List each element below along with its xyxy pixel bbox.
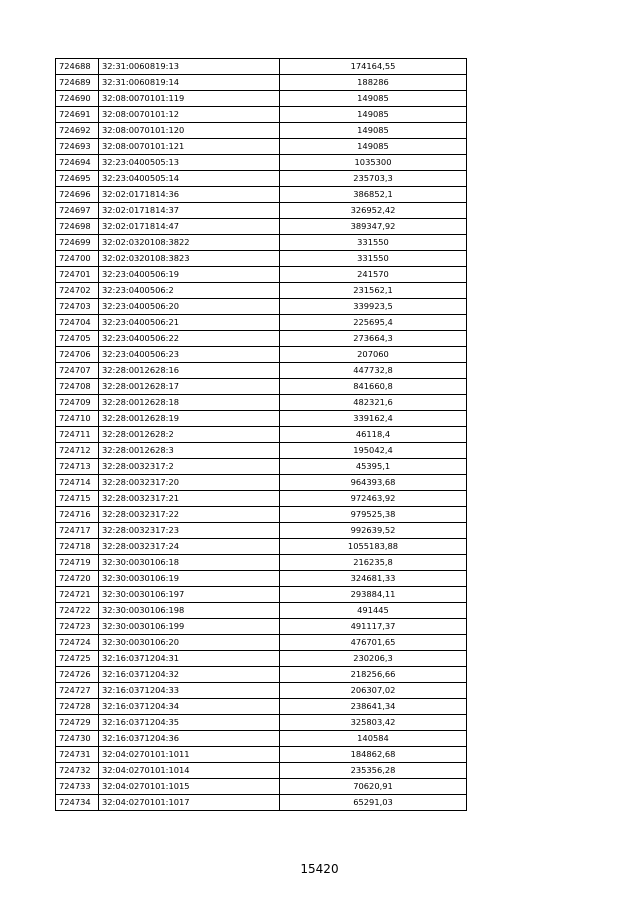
cadastral-number-cell: 32:02:0320108:3823: [99, 251, 280, 267]
table-row: [56, 475, 467, 491]
cadastral-number-cell: 32:16:0371204:36: [99, 731, 280, 747]
cadastral-number-cell: 32:23:0400506:21: [99, 315, 280, 331]
cadastral-number-cell: 32:16:0371204:31: [99, 651, 280, 667]
table-row: [56, 731, 467, 747]
row-id-cell: 724701: [56, 267, 99, 283]
row-id-cell: 724731: [56, 747, 99, 763]
table-row: [56, 155, 467, 171]
table-row: [56, 107, 467, 123]
row-id-cell: 724694: [56, 155, 99, 171]
cadastral-number-cell: 32:28:0012628:3: [99, 443, 280, 459]
value-cell: 324681,33: [280, 571, 467, 587]
value-cell: 293884,11: [280, 587, 467, 603]
value-cell: 188286: [280, 75, 467, 91]
value-cell: 326952,42: [280, 203, 467, 219]
table-row: [56, 235, 467, 251]
table-row: [56, 619, 467, 635]
table-row: [56, 123, 467, 139]
row-id-cell: 724732: [56, 763, 99, 779]
cadastral-number-cell: 32:28:0032317:22: [99, 507, 280, 523]
value-cell: 339923,5: [280, 299, 467, 315]
table-row: [56, 171, 467, 187]
table-row: [56, 667, 467, 683]
value-cell: 447732,8: [280, 363, 467, 379]
table-row: [56, 91, 467, 107]
table-row: [56, 555, 467, 571]
row-id-cell: 724723: [56, 619, 99, 635]
row-id-cell: 724712: [56, 443, 99, 459]
table-row: [56, 539, 467, 555]
row-id-cell: 724708: [56, 379, 99, 395]
row-id-cell: 724721: [56, 587, 99, 603]
table-row: [56, 747, 467, 763]
cadastral-number-cell: 32:08:0070101:120: [99, 123, 280, 139]
value-cell: 482321,6: [280, 395, 467, 411]
value-cell: 174164,55: [280, 59, 467, 75]
value-cell: 207060: [280, 347, 467, 363]
cadastral-number-cell: 32:23:0400505:14: [99, 171, 280, 187]
cadastral-number-cell: 32:23:0400506:22: [99, 331, 280, 347]
table-row: [56, 427, 467, 443]
value-cell: 149085: [280, 107, 467, 123]
row-id-cell: 724715: [56, 491, 99, 507]
row-id-cell: 724700: [56, 251, 99, 267]
row-id-cell: 724703: [56, 299, 99, 315]
table-row: [56, 379, 467, 395]
cadastral-number-cell: 32:04:0270101:1015: [99, 779, 280, 795]
cadastral-number-cell: 32:23:0400506:20: [99, 299, 280, 315]
table-row: [56, 139, 467, 155]
value-cell: 386852,1: [280, 187, 467, 203]
value-cell: 195042,4: [280, 443, 467, 459]
value-cell: 231562,1: [280, 283, 467, 299]
row-id-cell: 724702: [56, 283, 99, 299]
cadastral-number-cell: 32:28:0032317:24: [99, 539, 280, 555]
table-row: [56, 635, 467, 651]
cadastral-number-cell: 32:28:0012628:18: [99, 395, 280, 411]
row-id-cell: 724692: [56, 123, 99, 139]
cadastral-number-cell: 32:04:0270101:1014: [99, 763, 280, 779]
row-id-cell: 724724: [56, 635, 99, 651]
row-id-cell: 724706: [56, 347, 99, 363]
value-cell: 149085: [280, 123, 467, 139]
row-id-cell: 724691: [56, 107, 99, 123]
row-id-cell: 724729: [56, 715, 99, 731]
table-row: [56, 187, 467, 203]
row-id-cell: 724725: [56, 651, 99, 667]
value-cell: 331550: [280, 235, 467, 251]
cadastral-number-cell: 32:04:0270101:1011: [99, 747, 280, 763]
table-row: [56, 651, 467, 667]
value-cell: 972463,92: [280, 491, 467, 507]
cadastral-number-cell: 32:16:0371204:34: [99, 699, 280, 715]
value-cell: 218256,66: [280, 667, 467, 683]
value-cell: 325803,42: [280, 715, 467, 731]
value-cell: 70620,91: [280, 779, 467, 795]
table-row: [56, 315, 467, 331]
value-cell: 149085: [280, 91, 467, 107]
value-cell: 339162,4: [280, 411, 467, 427]
value-cell: 491445: [280, 603, 467, 619]
cadastral-number-cell: 32:16:0371204:33: [99, 683, 280, 699]
cadastral-number-cell: 32:23:0400505:13: [99, 155, 280, 171]
table-row: [56, 699, 467, 715]
row-id-cell: 724726: [56, 667, 99, 683]
cadastral-number-cell: 32:28:0012628:16: [99, 363, 280, 379]
value-cell: 140584: [280, 731, 467, 747]
cadastral-number-cell: 32:08:0070101:12: [99, 107, 280, 123]
cadastral-number-cell: 32:08:0070101:121: [99, 139, 280, 155]
table-row: [56, 59, 467, 75]
table-row: [56, 203, 467, 219]
value-cell: 992639,52: [280, 523, 467, 539]
row-id-cell: 724711: [56, 427, 99, 443]
row-id-cell: 724728: [56, 699, 99, 715]
table-body: [56, 59, 467, 811]
table-row: [56, 299, 467, 315]
table-row: [56, 763, 467, 779]
table-row: [56, 571, 467, 587]
row-id-cell: 724719: [56, 555, 99, 571]
row-id-cell: 724707: [56, 363, 99, 379]
cadastral-number-cell: 32:28:0032317:23: [99, 523, 280, 539]
row-id-cell: 724717: [56, 523, 99, 539]
row-id-cell: 724696: [56, 187, 99, 203]
cadastral-number-cell: 32:28:0012628:17: [99, 379, 280, 395]
cadastral-value-table: [55, 58, 467, 811]
row-id-cell: 724705: [56, 331, 99, 347]
cadastral-number-cell: 32:28:0032317:21: [99, 491, 280, 507]
row-id-cell: 724693: [56, 139, 99, 155]
row-id-cell: 724709: [56, 395, 99, 411]
row-id-cell: 724697: [56, 203, 99, 219]
table-row: [56, 395, 467, 411]
cadastral-number-cell: 32:30:0030106:18: [99, 555, 280, 571]
value-cell: 238641,34: [280, 699, 467, 715]
table-row: [56, 443, 467, 459]
value-cell: 476701,65: [280, 635, 467, 651]
row-id-cell: 724695: [56, 171, 99, 187]
cadastral-number-cell: 32:30:0030106:198: [99, 603, 280, 619]
row-id-cell: 724713: [56, 459, 99, 475]
table-row: [56, 523, 467, 539]
value-cell: 216235,8: [280, 555, 467, 571]
table-row: [56, 491, 467, 507]
cadastral-number-cell: 32:31:0060819:13: [99, 59, 280, 75]
value-cell: 230206,3: [280, 651, 467, 667]
cadastral-number-cell: 32:23:0400506:19: [99, 267, 280, 283]
cadastral-number-cell: 32:28:0032317:20: [99, 475, 280, 491]
table-row: [56, 283, 467, 299]
row-id-cell: 724710: [56, 411, 99, 427]
table-row: [56, 587, 467, 603]
cadastral-number-cell: 32:28:0032317:2: [99, 459, 280, 475]
table-row: [56, 347, 467, 363]
value-cell: 964393,68: [280, 475, 467, 491]
value-cell: 184862,68: [280, 747, 467, 763]
table-row: [56, 715, 467, 731]
row-id-cell: 724690: [56, 91, 99, 107]
value-cell: 841660,8: [280, 379, 467, 395]
value-cell: 149085: [280, 139, 467, 155]
cadastral-number-cell: 32:28:0012628:2: [99, 427, 280, 443]
table-row: [56, 75, 467, 91]
cadastral-number-cell: 32:31:0060819:14: [99, 75, 280, 91]
cadastral-number-cell: 32:02:0171814:36: [99, 187, 280, 203]
value-cell: 331550: [280, 251, 467, 267]
cadastral-number-cell: 32:30:0030106:20: [99, 635, 280, 651]
cadastral-number-cell: 32:23:0400506:2: [99, 283, 280, 299]
row-id-cell: 724714: [56, 475, 99, 491]
table-row: [56, 251, 467, 267]
cadastral-number-cell: 32:30:0030106:199: [99, 619, 280, 635]
cadastral-number-cell: 32:08:0070101:119: [99, 91, 280, 107]
row-id-cell: 724722: [56, 603, 99, 619]
page-number: 15420: [300, 862, 339, 876]
row-id-cell: 724689: [56, 75, 99, 91]
cadastral-number-cell: 32:02:0320108:3822: [99, 235, 280, 251]
table-row: [56, 779, 467, 795]
cadastral-number-cell: 32:16:0371204:32: [99, 667, 280, 683]
cadastral-number-cell: 32:02:0171814:37: [99, 203, 280, 219]
row-id-cell: 724698: [56, 219, 99, 235]
value-cell: 45395,1: [280, 459, 467, 475]
cadastral-number-cell: 32:30:0030106:197: [99, 587, 280, 603]
value-cell: 1055183,88: [280, 539, 467, 555]
table-row: [56, 603, 467, 619]
value-cell: 46118,4: [280, 427, 467, 443]
value-cell: 491117,37: [280, 619, 467, 635]
row-id-cell: 724730: [56, 731, 99, 747]
value-cell: 389347,92: [280, 219, 467, 235]
row-id-cell: 724716: [56, 507, 99, 523]
row-id-cell: 724720: [56, 571, 99, 587]
row-id-cell: 724733: [56, 779, 99, 795]
row-id-cell: 724718: [56, 539, 99, 555]
row-id-cell: 724704: [56, 315, 99, 331]
cadastral-number-cell: 32:16:0371204:35: [99, 715, 280, 731]
table-row: [56, 459, 467, 475]
table-row: [56, 331, 467, 347]
cadastral-number-cell: 32:23:0400506:23: [99, 347, 280, 363]
table-row: [56, 683, 467, 699]
cadastral-number-cell: 32:04:0270101:1017: [99, 795, 280, 811]
row-id-cell: 724688: [56, 59, 99, 75]
value-cell: 235356,28: [280, 763, 467, 779]
table-row: [56, 219, 467, 235]
value-cell: 65291,03: [280, 795, 467, 811]
value-cell: 206307,02: [280, 683, 467, 699]
row-id-cell: 724727: [56, 683, 99, 699]
value-cell: 235703,3: [280, 171, 467, 187]
value-cell: 979525,38: [280, 507, 467, 523]
cadastral-number-cell: 32:02:0171814:47: [99, 219, 280, 235]
value-cell: 273664,3: [280, 331, 467, 347]
cadastral-number-cell: 32:30:0030106:19: [99, 571, 280, 587]
row-id-cell: 724699: [56, 235, 99, 251]
table-row: [56, 267, 467, 283]
value-cell: 225695,4: [280, 315, 467, 331]
table-row: [56, 411, 467, 427]
row-id-cell: 724734: [56, 795, 99, 811]
table-row: [56, 363, 467, 379]
table-row: [56, 507, 467, 523]
cadastral-number-cell: 32:28:0012628:19: [99, 411, 280, 427]
table-row: [56, 795, 467, 811]
value-cell: 1035300: [280, 155, 467, 171]
value-cell: 241570: [280, 267, 467, 283]
